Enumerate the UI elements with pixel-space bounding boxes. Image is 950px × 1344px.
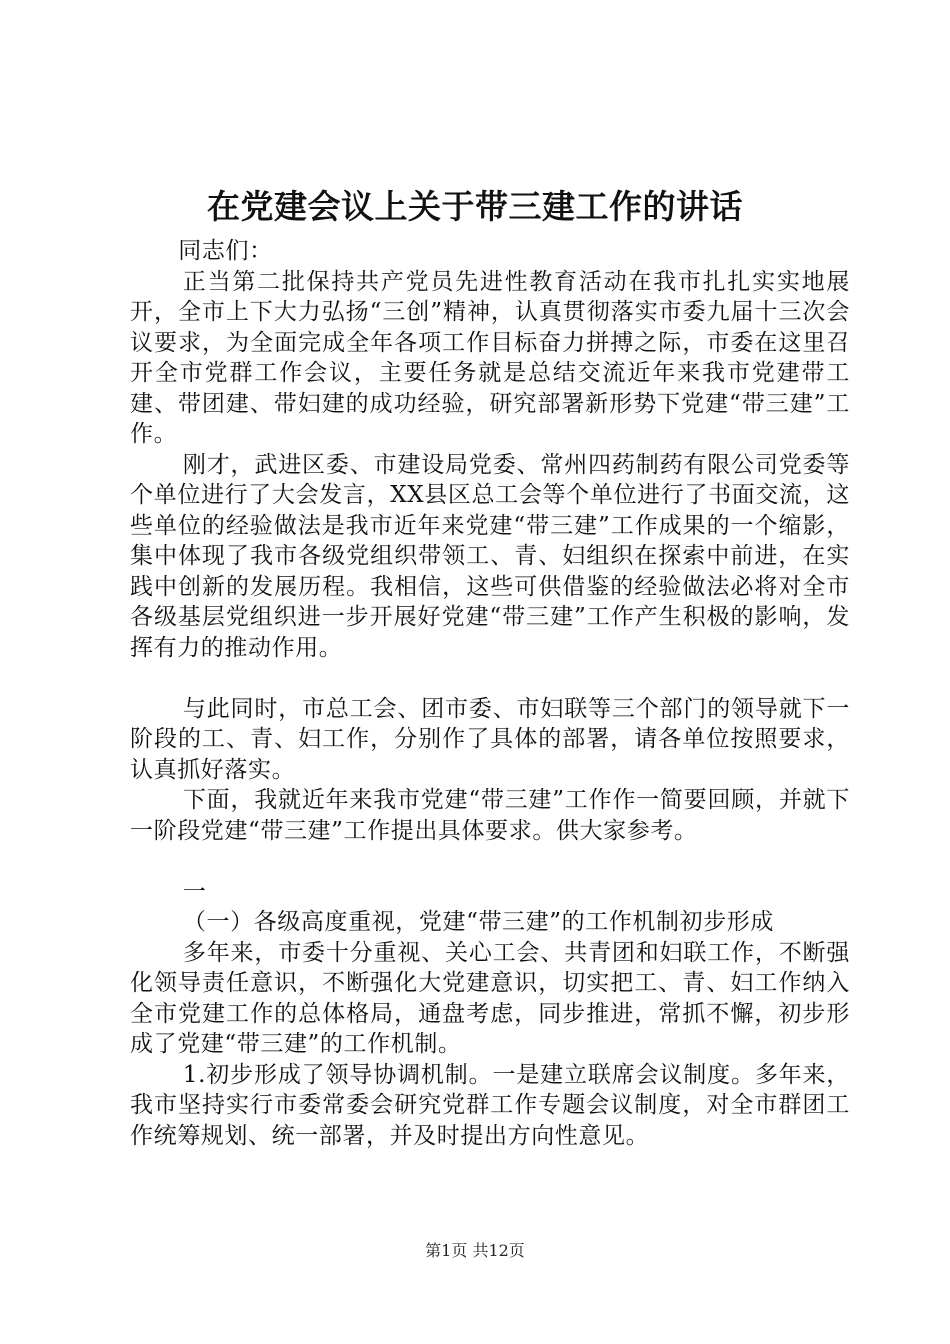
body-paragraph: 正当第二批保持共产党员先进性教育活动在我市扎扎实实地展开，全市上下大力弘扬“三创”精神，认真贯彻落实市委九届十三次会议要求，为全面完成全年各项工作目标奋力拼搏之际，市委在这里召开全市党群工作会议，主要任务就是总结交流近年来我市党建带工建、带团建、带妇建的成功经验，研究部署新形势下党建“带三建”工作。 xyxy=(130,268,850,447)
body-paragraph: 多年来，市委十分重视、关心工会、共青团和妇联工作，不断强化领导责任意识，不断强化大党建意识，切实把工、青、妇工作纳入全市党建工作的总体格局，通盘考虑，同步推进，常抓不懈，初步形成了党建“带三建”的工作机制。 xyxy=(130,939,850,1057)
body-paragraph: 下面，我就近年来我市党建“带三建”工作作一简要回顾，并就下一阶段党建“带三建”工作提出具体要求。供大家参考。 xyxy=(130,787,850,844)
body-paragraph: 与此同时，市总工会、团市委、市妇联等三个部门的领导就下一阶段的工、青、妇工作，分别作了具体的部署，请各单位按照要求，认真抓好落实。 xyxy=(130,695,850,783)
document-title: 在党建会议上关于带三建工作的讲话 xyxy=(207,187,743,226)
body-paragraph: 刚才，武进区委、市建设局党委、常州四药制药有限公司党委等个单位进行了大会发言，XX县区总工会等个单位进行了书面交流，这些单位的经验做法是我市近年来党建“带三建”工作成果的一个缩影，集中体现了我市各级党组织带领工、青、妇组织在探索中前进，在实践中创新的发展历程。我相信，这些可供借鉴的经验做法必将对全市各级基层党组织进一步开展好党建“带三建”工作产生积极的影响，发挥有力的推动作用。 xyxy=(130,451,850,661)
salutation: 同志们： xyxy=(178,238,273,264)
body-paragraph: 1.初步形成了领导协调机制。一是建立联席会议制度。多年来，我市坚持实行市委常委会研究党群工作专题会议制度，对全市群团工作统筹规划、统一部署，并及时提出方向性意见。 xyxy=(130,1061,850,1149)
paragraph-gap xyxy=(130,663,850,694)
document-body xyxy=(130,236,850,1151)
page-footer: 第1页 共12页 xyxy=(425,1241,525,1260)
section-number: 一 xyxy=(182,878,207,905)
paragraph-gap xyxy=(130,846,850,877)
section-subheading: （一）各级高度重视，党建“带三建”的工作机制初步形成 xyxy=(182,909,775,935)
